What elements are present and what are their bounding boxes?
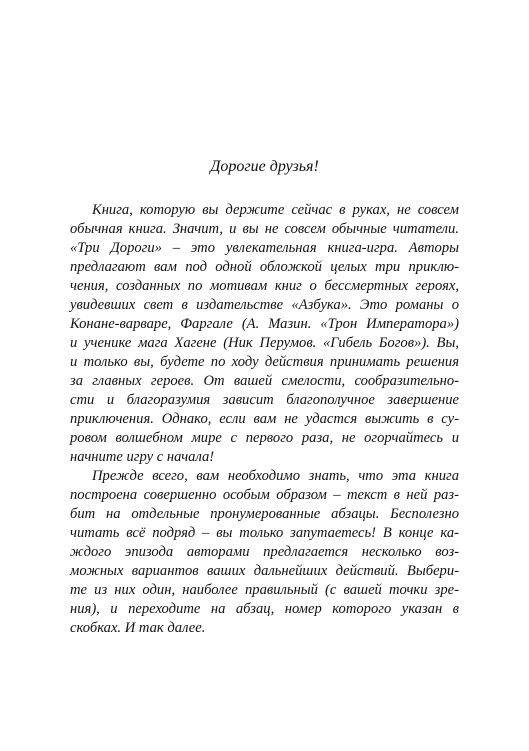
text-line: «Три Дороги» – это увлекательная книга-игра. Авторы [70, 240, 459, 256]
text-line: начните игру с начала! [70, 449, 215, 465]
text-line: ния), и переходите на абзац, номер которого указан в [70, 601, 459, 617]
text-line: те из них один, наиболее правильный (с вашей точки зре- [70, 582, 459, 598]
paragraph-1 [70, 201, 459, 467]
text-line: увидевших свет в издательстве «Азбука». Это романы о [70, 297, 459, 313]
text-line: Книга, которую вы держите сейчас в руках, не совсем [92, 202, 459, 218]
text-line: Конане-варваре, Фаргале (А. Мазин. «Трон Императора») [70, 316, 459, 332]
body-text [70, 201, 459, 638]
text-line: бит на отдельные пронумерованные абзацы. Бесполезно [70, 506, 459, 522]
text-line: и ученике мага Хагене (Ник Перумов. «Гибель Богов»). Вы, [70, 335, 459, 351]
text-line: построена совершенно особым образом – текст в ней раз- [70, 487, 459, 503]
text-line: Прежде всего, вам необходимо знать, что эта книга [92, 468, 459, 484]
text-line: обычная книга. Значит, и вы не совсем обычные читатели. [70, 221, 459, 237]
page-heading: Дорогие друзья! [210, 158, 319, 175]
text-line: и только вы, будете по ходу действия принимать решения [70, 354, 459, 370]
text-line: можных вариантов ваших дальнейших действий. Выбери- [70, 563, 459, 579]
paragraph-2 [70, 467, 459, 638]
text-line: сти и благоразумия зависит благополучное завершение [70, 392, 459, 408]
text-line: предлагают вам под одной обложкой целых три приклю- [70, 259, 459, 275]
text-line: скобках. И так далее. [70, 620, 206, 636]
text-line: за главных героев. От вашей смелости, сообразительно- [70, 373, 459, 389]
text-line: чения, созданных по мотивам книг о бессмертных героях, [70, 278, 459, 294]
text-line: приключения. Однако, если вам не удастся выжить в су- [70, 411, 459, 427]
text-line: читать всё подряд – вы только запутаетесь! В конце ка- [70, 525, 459, 541]
text-line: ждого эпизода авторами предлагается несколько воз- [70, 544, 459, 560]
text-line: ровом волшебном мире с первого раза, не огорчайтесь и [70, 430, 459, 446]
